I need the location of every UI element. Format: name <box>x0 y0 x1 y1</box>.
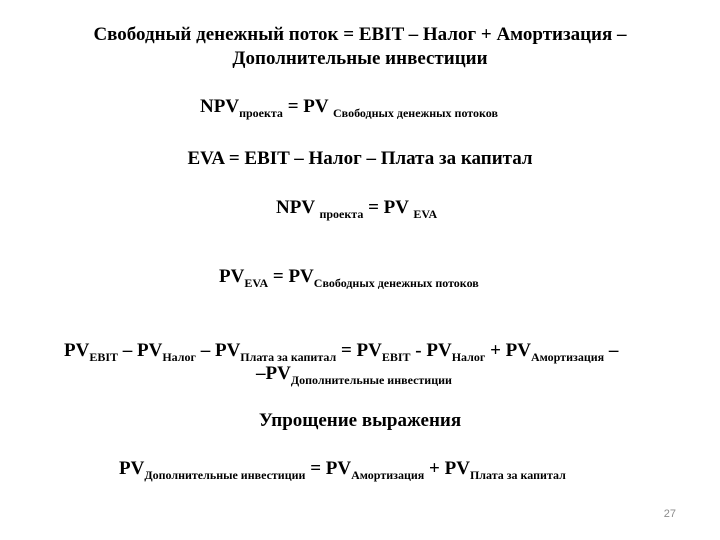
pv-subscript: EVA <box>413 207 438 221</box>
pv-subscript: Налог <box>162 350 196 364</box>
npv-term: NPV <box>200 96 240 117</box>
plus-pv: + PV <box>424 458 470 479</box>
simplification-heading: Упрощение выражения <box>258 410 462 431</box>
pv-expansion-line-1 <box>64 340 618 365</box>
pv-subscript: EBIT <box>381 350 411 364</box>
minus-pv: – PV <box>195 340 241 361</box>
pv-subscript: Плата за капитал <box>469 468 566 482</box>
npv-subscript: проекта <box>319 207 364 221</box>
plus-pv: + PV <box>485 340 531 361</box>
pv-subscript: EVA <box>244 276 269 290</box>
pv-subscript: EBIT <box>89 350 119 364</box>
equals-pv: = PV <box>336 340 382 361</box>
equals-pv: = PV <box>305 458 352 479</box>
pv-subscript: Дополнительные инвестиции <box>290 373 452 387</box>
npv-fcf-formula <box>200 96 498 121</box>
pv-subscript: Налог <box>451 350 486 364</box>
pv-subscript: Амортизация <box>530 350 605 364</box>
npv-subscript: проекта <box>239 106 283 120</box>
pv-expansion-line-2 <box>256 363 452 388</box>
pv-subscript: Дополнительные инвестиции <box>144 468 306 482</box>
eva-formula: EVA = EBIT – Налог – Плата за капитал <box>187 148 533 169</box>
pv-result-formula <box>119 458 566 483</box>
minus-pv: – PV <box>118 340 163 361</box>
pv-eva-formula <box>219 266 479 291</box>
equals-pv: = PV <box>363 197 414 218</box>
npv-term: NPV <box>276 197 320 218</box>
minus-pv: - PV <box>410 340 452 361</box>
npv-eva-formula <box>276 197 437 222</box>
pv-term: PV <box>64 340 90 361</box>
equals-pv: = PV <box>282 96 333 117</box>
pv-term: PV <box>219 266 245 287</box>
page-number: 27 <box>663 508 676 520</box>
fcf-formula-line-1: Свободный денежный поток = EBIT – Налог + Амортизация – <box>93 24 627 45</box>
trailing-minus: – <box>604 340 619 361</box>
pv-subscript: Свободных денежных потоков <box>333 106 498 120</box>
pv-subscript: Амортизация <box>351 468 425 482</box>
minus-pv: –PV <box>256 363 291 384</box>
pv-term: PV <box>119 458 145 479</box>
pv-subscript: Свободных денежных потоков <box>313 276 479 290</box>
fcf-formula-line-2: Дополнительные инвестиции <box>232 48 488 69</box>
pv-subscript: Плата за капитал <box>240 350 337 364</box>
equals-pv: = PV <box>268 266 314 287</box>
